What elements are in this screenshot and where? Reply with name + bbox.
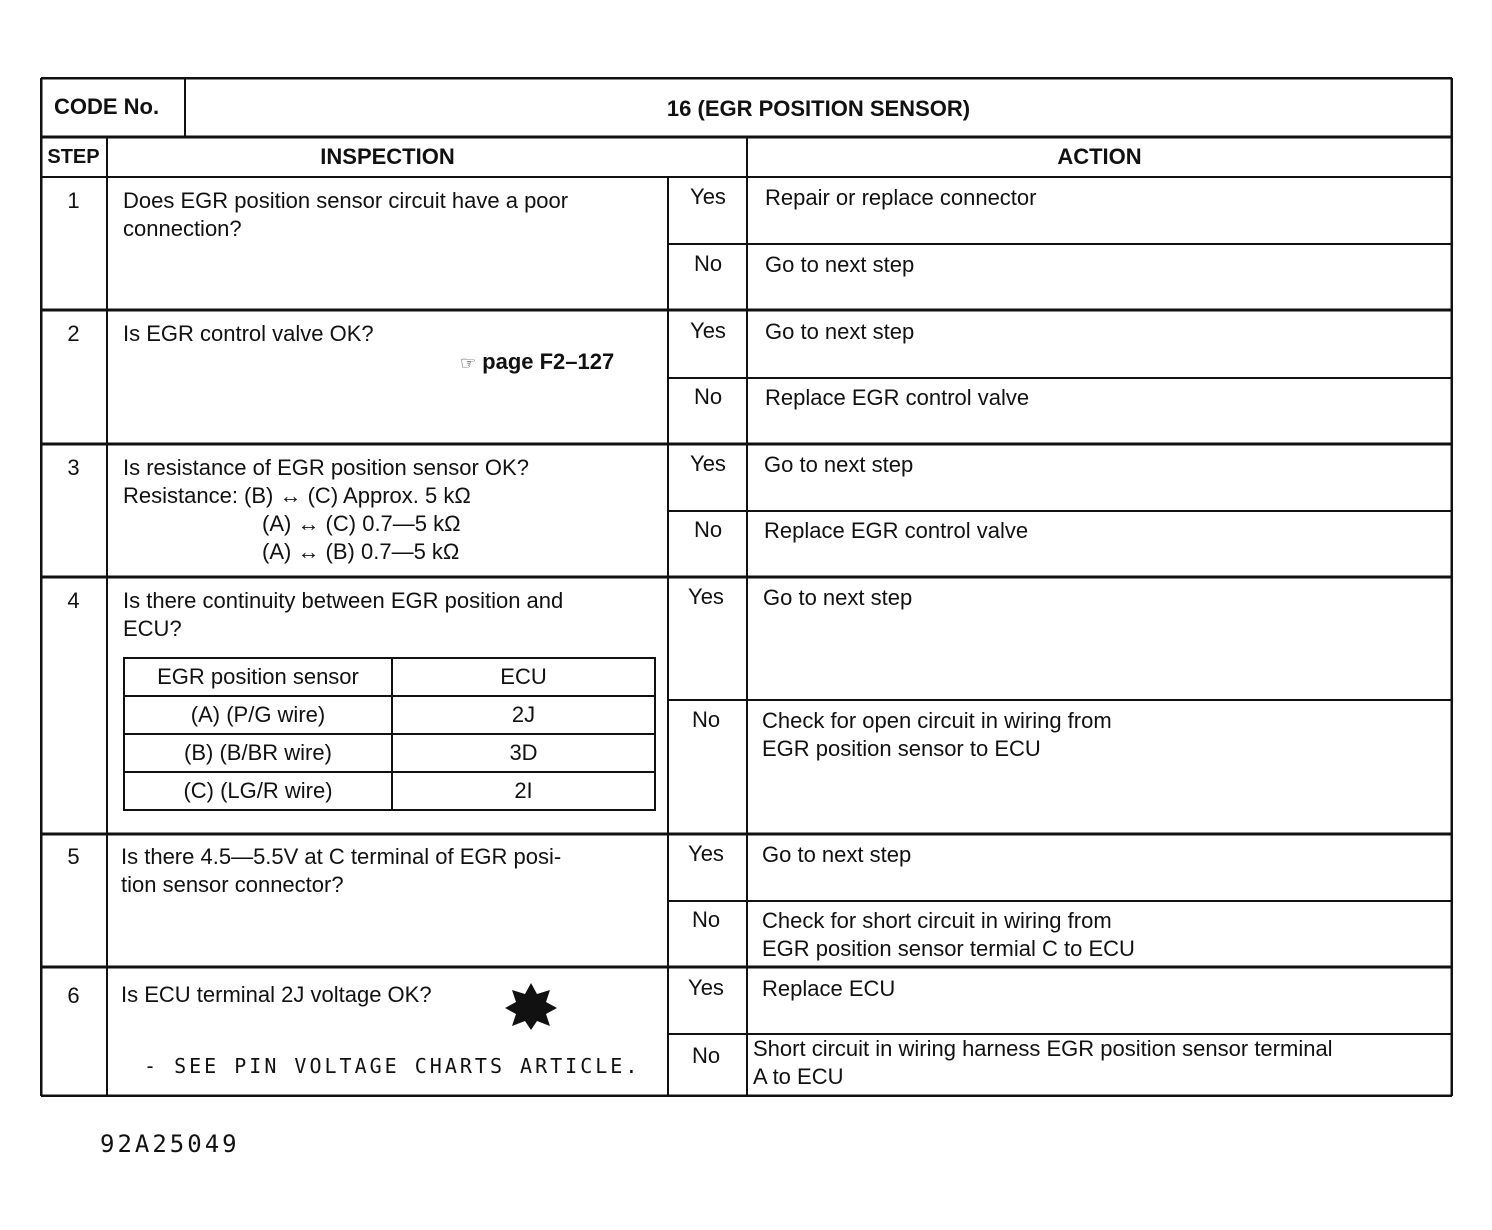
code-no-label: CODE No. <box>54 94 160 119</box>
pin-voltage-note: - SEE PIN VOLTAGE CHARTS ARTICLE. <box>144 1054 641 1078</box>
yes-label: Yes <box>688 584 724 609</box>
table-cell: (B) (B/BR wire) <box>124 734 392 772</box>
page-reference: ☞ page F2–127 <box>460 349 615 374</box>
no-action: Go to next step <box>765 252 915 277</box>
no-label: No <box>693 251 723 276</box>
inspection-text: Is there continuity between EGR position and ECU? <box>123 588 564 641</box>
yes-label: Yes <box>690 184 726 209</box>
diagnostic-table <box>40 77 1453 1097</box>
table-row <box>124 734 655 772</box>
resistance-spec: (A) ↔ (B) 0.7—5 kΩ <box>262 539 460 564</box>
step-column-header: STEP <box>47 146 100 168</box>
pointing-hand-icon: ☞ <box>460 353 477 373</box>
yes-label: Yes <box>688 975 724 1000</box>
no-action: Check for open circuit in wiring from EGR position sensor to ECU <box>762 708 1112 761</box>
table-cell: (C) (LG/R wire) <box>124 772 392 810</box>
no-label: No <box>693 517 723 542</box>
step-number: 2 <box>67 321 80 346</box>
table-row <box>124 696 655 734</box>
step-number: 6 <box>67 983 80 1008</box>
code-title: 16 (EGR POSITION SENSOR) <box>666 96 971 121</box>
inspection-column-header: INSPECTION <box>320 144 455 169</box>
step-number: 4 <box>67 588 80 613</box>
yes-action: Replace ECU <box>762 976 896 1001</box>
inspection-text: Is resistance of EGR position sensor OK? <box>123 455 529 480</box>
yes-action: Go to next step <box>765 319 915 344</box>
yes-label: Yes <box>688 841 724 866</box>
yes-label: Yes <box>690 451 726 476</box>
inspection-text: Does EGR position sensor circuit have a poor connection? <box>123 188 569 241</box>
step-number: 5 <box>67 844 80 869</box>
resistance-spec: (A) ↔ (C) 0.7—5 kΩ <box>262 511 461 536</box>
action-column-header: ACTION <box>1057 144 1142 169</box>
table-header-cell: ECU <box>392 658 655 696</box>
resistance-spec: Resistance: (B) ↔ (C) Approx. 5 kΩ <box>123 483 471 508</box>
table-cell: (A) (P/G wire) <box>124 696 392 734</box>
table-row <box>124 772 655 810</box>
figure-id: 92A25049 <box>100 1130 240 1158</box>
yes-action: Repair or replace connector <box>765 185 1037 210</box>
inspection-text: Is EGR control valve OK? <box>123 321 374 346</box>
table-cell: 2I <box>392 772 655 810</box>
table-header-cell: EGR position sensor <box>124 658 392 696</box>
no-action: Replace EGR control valve <box>764 518 1029 543</box>
yes-action: Go to next step <box>763 585 913 610</box>
inspection-text: Is ECU terminal 2J voltage OK? <box>121 982 432 1007</box>
step-number: 3 <box>67 455 80 480</box>
no-label: No <box>691 707 721 732</box>
no-action: Check for short circuit in wiring from EGR position sensor termial C to ECU <box>762 908 1135 961</box>
step-number: 1 <box>67 188 80 213</box>
no-label: No <box>691 907 721 932</box>
yes-action: Go to next step <box>764 452 914 477</box>
table-row <box>124 658 655 696</box>
table-cell: 3D <box>392 734 655 772</box>
yes-label: Yes <box>690 318 726 343</box>
no-label: No <box>691 1043 721 1068</box>
no-label: No <box>693 384 723 409</box>
star-icon <box>504 981 558 1031</box>
no-action: Short circuit in wiring harness EGR position sensor terminal A to ECU <box>753 1036 1333 1089</box>
continuity-table <box>123 657 656 811</box>
inspection-text: Is there 4.5—5.5V at C terminal of EGR posi- tion sensor connector? <box>121 844 562 897</box>
table-cell: 2J <box>392 696 655 734</box>
no-action: Replace EGR control valve <box>765 385 1030 410</box>
yes-action: Go to next step <box>762 842 912 867</box>
